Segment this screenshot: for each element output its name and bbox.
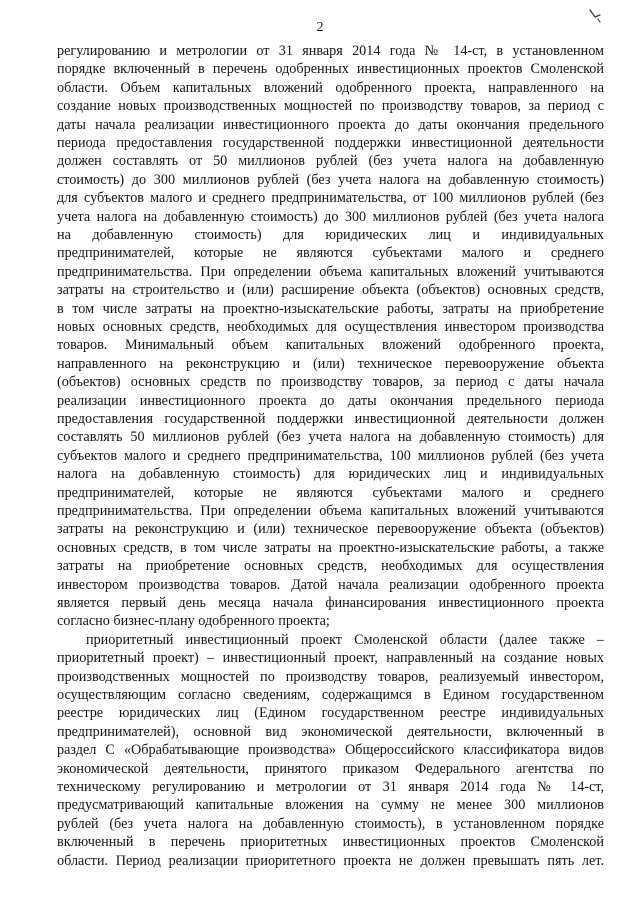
text-line: порядке включенный в перечень одобренных инвестиционных проектов Смоленской [57,61,604,78]
text-line: приоритетный инвестиционный проект Смоленской области (далее также – [86,631,604,648]
text-line: стоимость) до 300 миллионов рублей (без учета налога на добавленную стоимость) [57,171,604,188]
pen-mark [588,8,602,24]
text-line: создание новых производственных мощностей по производству товаров, за период с [57,98,604,115]
text-line: основных средств, в том числе затраты на проектно-изыскательские работы, а также [57,539,604,556]
text-line: учета налога на добавленную стоимость) до 300 миллионов рублей (без учета налога [57,208,604,225]
text-line: направленного на реконструкцию и (или) техническое перевооружение объекта [57,355,604,372]
text-line: включенный в перечень приоритетных инвестиционных проектов Смоленской [57,834,604,851]
text-line: приоритетный проект) – инвестиционный проект, направленный на создание новых [57,650,604,667]
text-line: регулированию и метрологии от 31 января 2014 года № 14-ст, в установленном [57,43,604,59]
page-number: 2 [316,20,324,35]
text-line: периода предоставления государственной поддержки инвестиционной деятельности [57,135,604,151]
text-line: реестре юридических лиц (Едином государственном реестре индивидуальных [57,705,604,722]
text-line: реализации инвестиционного проекта до даты окончания предельного периода [57,392,604,409]
text-line: затраты на строительство и (или) расширение объекта (объектов) основных средств, [57,282,604,299]
text-line: техническому регулированию и метрологии от 31 января 2014 года № 14-ст, [57,779,604,795]
text-line: предусматривающий капитальные вложения на сумму не менее 300 миллионов [57,797,604,814]
text-line: (объектов) основных средств по производству товаров, за период с даты начала [57,374,604,391]
text-line: налога на добавленную стоимость) для юридических лиц и индивидуальных [57,466,604,483]
text-line: на добавленную стоимость) для юридических лиц и индивидуальных [57,227,604,243]
text-line: рублей (без учета налога на добавленную стоимость), в установленном порядке [57,815,604,832]
text-line: затраты на приобретение основных средств, необходимых для осуществления [57,558,604,575]
text-line: области. Объем капитальных вложений одобренного проекта, направленного на [57,79,604,96]
text-line: должен составлять от 50 миллионов рублей (без учета налога на добавленную [57,153,604,170]
text-line: для субъектов малого и среднего предпринимательства, от 100 миллионов рублей (без [57,190,604,207]
text-line: затраты на реконструкцию и (или) техническое перевооружение объекта (объектов) [57,521,604,538]
text-line: предпринимательства. При определении объема капитальных вложений учитываются [57,263,604,280]
text-line: предпринимательства. При определении объема капитальных вложений учитываются [57,503,604,519]
text-line: товаров. Минимальный объем капитальных вложений одобренного проекта, [57,337,604,354]
text-line: экономической деятельности, принятого приказом Федерального агентства по [57,760,604,777]
text-line: является первый день месяца начала финансирования инвестиционного проекта [57,595,604,611]
text-line: предпринимателей, которые не являются субъектами малого и среднего [57,484,604,501]
text-line: в том числе затраты на проектно-изыскательские работы, затраты на приобретение [57,300,604,317]
text-line: даты начала реализации инвестиционного проекта до даты окончания предельного [57,116,604,133]
text-line: субъектов малого и среднего предпринимательства, 100 миллионов рублей (без учета [57,447,604,464]
text-line: производственных мощностей по производству товаров, реализуемый инвестором, [57,668,604,685]
text-line: раздел С «Обрабатывающие производства» Общероссийского классификатора видов [57,742,604,759]
text-line: согласно бизнес-плану одобренного проекта; [57,613,330,630]
text-line: составлять 50 миллионов рублей (без учета налога на добавленную стоимость) для [57,429,604,446]
text-line: предпринимателей, которые не являются субъектами малого и среднего [57,245,604,262]
text-line: новых основных средств, необходимых для осуществления инвестором производства [57,319,604,335]
text-line: предпринимателей), основной вид экономической деятельности, включенный в [57,723,604,740]
text-line: предоставления государственной поддержки инвестиционной деятельности должен [57,411,604,427]
text-line: области. Период реализации приоритетного проекта не должен превышать пять лет. [57,852,604,869]
text-line: инвестором производства товаров. Датой начала реализации одобренного проекта [57,576,604,593]
text-line: осуществляющим согласно сведениям, содержащимся в Едином государственном [57,687,604,703]
